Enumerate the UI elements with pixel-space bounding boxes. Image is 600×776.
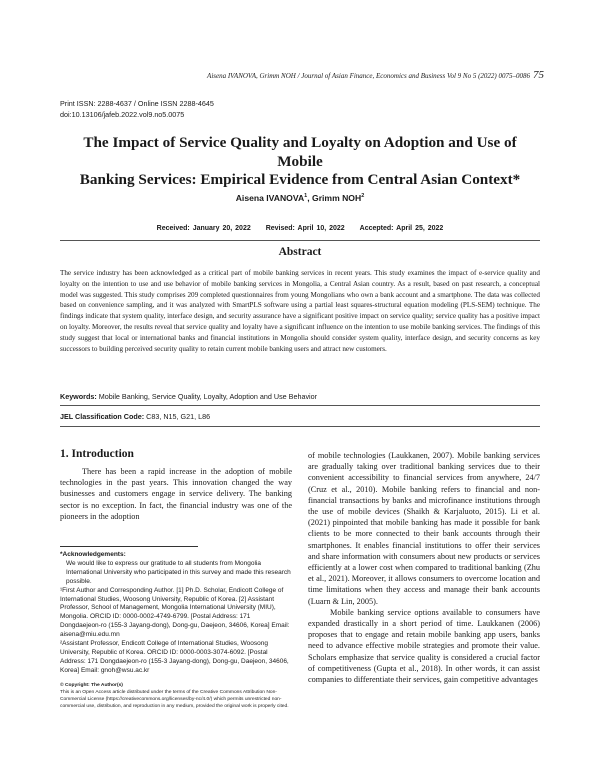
intro-paragraph-2: of mobile technologies (Laukkanen, 2007). Mobile banking services are gradually taking over traditional banking services due to their convenient accessibility to financial services from anywhere, 24/7 (Cruz et al., 2010). Mobile banking refers to financial and non-financial transactions by banks and microfinance institutions through the use of mobile devices (Shaikh & Karjaluoto, 2015). Li et al. (2021) pinpointed that mobile banking has made it possible for bank clients to be more connected to their bank accounts through their smartphones. It enables financial institutions to offer their services and share information with consumers about new products or services efficiently at a lower cost when compared to traditional banking (Zhu et al., 2021). Moreover, it allows consumers to overcome location and time limitations when they access and manage their bank accounts (Luarn & Lin, 2005). [308,451,540,606]
footnotes [60,551,292,676]
acknowledgements-heading: *Acknowledgements: [60,551,126,558]
title-line-2: Banking Services: Empirical Evidence from Central Asian Context* [79,171,521,188]
keywords-label: Keywords: [60,392,97,401]
revised-date: Revised: April 10, 2022 [265,225,345,232]
left-column [60,466,292,522]
footnote-divider [60,546,198,547]
footnote-1: ¹First Author and Corresponding Author. [1] Ph.D. Scholar, Endicott College of International Studies, Woosong University, Republic of Korea. [2] Assistant Professor, School of Management, Mongolia International University (MIU), Mongolia. ORCID ID: 0000-0002-4749-6799. [Postal Address: 171 Dongdaejeon-ro (155-3 Jayang-dong), Dong-gu, Daejeon, 34606, Korea] Email: aisena@miu.edu.mn [60,586,290,639]
abstract-heading: Abstract [278,246,322,258]
top-divider [60,240,540,241]
page-number: 75 [533,69,544,81]
jel-codes [60,412,540,421]
keywords [60,392,540,401]
copyright-notice [60,683,292,711]
right-column [308,450,540,685]
accepted-date: Accepted: April 25, 2022 [359,225,444,232]
keywords-divider [60,405,540,406]
issn-block [60,98,214,120]
jel-label: JEL Classification Code: [60,412,145,421]
article-dates [60,225,540,232]
author-list [60,193,540,203]
acknowledgements-text: We would like to express our gratitude to all students from Mongolia International University who participated in this survey and made this research possible. [66,559,291,585]
title-line-1: The Impact of Service Quality and Loyalty on Adoption and Use of Mobile [83,134,517,170]
received-date: Received: January 20, 2022 [156,225,251,232]
footnote-2: ²Assistant Professor, Endicott College of International Studies, Woosong University, Republic of Korea. ORCID ID: 0000-0003-3074-6092. [Postal Address: 171 Dongdaejeon-ro (155-3 Jayang-dong), Dong-gu, Daejeon, 34606, Korea] Email: gnoh@wsu.ac.kr [60,640,289,674]
jel-divider [60,426,540,427]
intro-paragraph-3: Mobile banking service options available to consumers have expanded drastically in a short period of time. Laukkanen (2006) proposes that to engage and retain mobile banking app users, banks need to advance effective mobile strategies and promote their value. Scholars emphasize that service quality is considered a crucial factor of competitiveness (Gupta et al., 2018). In other words, it can assist companies to differentiate their services, gain competitive advantages [308,607,540,685]
jel-value: C83, N15, G21, L86 [144,412,211,421]
section-heading-introduction: 1. Introduction [60,448,134,460]
author-separator: , [307,193,313,203]
intro-paragraph-1: There has been a rapid increase in the adoption of mobile technologies in the past years. This innovation changed the way businesses and customers engage in service delivery. The banking sector is no exception. In fact, the financial industry was one of the pioneers in the adoption [60,467,292,521]
paper-title [60,134,540,190]
running-header: Aisena IVANOVA, Grimm NOH / Journal of Asian Finance, Economics and Business Vol 9 No 5 (2022) 0075–0086 [207,72,530,80]
author-1-affil: 1 [304,193,308,200]
author-2: Grimm NOH [312,193,362,203]
copyright-text: This is an Open Access article distributed under the terms of the Creative Commons Attribution Non-Commercial License (https://creativecommons.org/licenses/by-nc/4.0/) which permits unrestricted non-commercial use, distribution, and reproduction in any medium, provided the original work is properly cited. [60,689,289,709]
abstract-text: The service industry has been acknowledged as a critical part of mobile banking services in recent years. This study examines the impact of e-service quality and loyalty on the intention to use and use behavior of mobile banking services in Mongolia, a Central Asian country. As a result, based on past research, a conceptual model was suggested. This study comprises 209 completed questionnaires from young Mongolians who own a bank account and a smartphone. The data was collected based on convenience sampling, and it was analyzed with SmartPLS software using a partial least squares-structural equation modeling (PLS-SEM) technique. The findings indicate that system quality, interface design, and security assurance have a significant positive impact on service quality; service quality has a positive impact on loyalty. Moreover, the results reveal that service quality and loyalty have a significant influence on the intention to use mobile banking services. The findings of this study suggest that local or international banks and financial institutions in Mongolia should consider system quality, interface design, and security concerns as key successors to building perceived security quality to retain current mobile banking users and attract new customers. [60,269,540,353]
copyright-heading: © Copyright: The Author(s) [60,683,123,688]
author-1: Aisena IVANOVA [235,193,305,203]
author-2-affil: 2 [361,193,365,200]
issn-line: Print ISSN: 2288-4637 / Online ISSN 2288-4645 [60,99,214,108]
keywords-value: Mobile Banking, Service Quality, Loyalty, Adoption and Use Behavior [96,392,318,401]
doi-line[interactable]: doi:10.13106/jafeb.2022.vol9.no5.0075 [60,110,185,119]
